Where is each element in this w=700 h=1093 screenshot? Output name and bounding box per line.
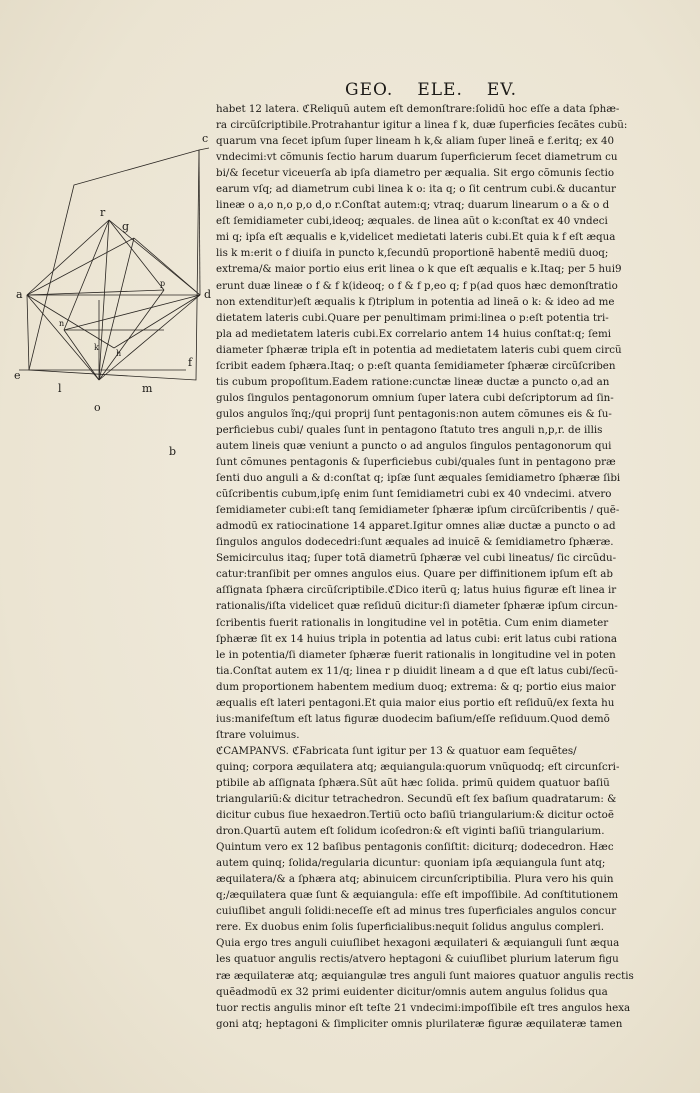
- label-o: o: [94, 401, 101, 414]
- text-line: autem quinq; ſolida/regularia dicuntur: quoniam ipſa æquiangula ſunt atq;: [216, 857, 606, 870]
- text-line: lineæ o a,o n,o p,o d,o r.Conſtat autem:q; vtraq; duarum linearum o a & o d: [216, 199, 610, 212]
- label-f: f: [188, 356, 193, 369]
- text-line: autem lineis quæ veniunt a puncto o ad angulos ſingulos pentagonorum qui: [216, 439, 612, 452]
- label-p: p: [160, 279, 166, 288]
- header-word-3: EV.: [486, 80, 517, 100]
- line-p-o: [99, 290, 164, 380]
- label-e: e: [14, 369, 21, 382]
- text-line: ſemidiameter cubi:eſt tanq ſemidiameter ſphæræ ipſum circũſcribentis / quẽ-: [216, 504, 620, 517]
- text-line: cũſcribentis cubum,ipſę enim ſunt ſemidiametri cubi ex 40 vndecimi. atvero: [216, 488, 612, 501]
- label-l: l: [58, 382, 62, 395]
- text-line: dron.Quartũ autem eſt ſolidum icoſedron:& eſt viginti baſiũ triangularium.: [216, 825, 605, 838]
- text-line: les quatuor angulis rectis/atvero heptagoni & cuiuſlibet plurium laterum figu: [216, 953, 619, 966]
- text-line: ℭCAMPANVS. ℭFabricata ſunt igitur per 13 & quatuor eam ſequẽtes/: [216, 744, 577, 757]
- text-line: ſenti duo anguli a & d:conſtat q; ipſæ ſunt æquales ſemidiametro ſphæræ ſibi: [216, 472, 621, 485]
- text-line: quẽadmodũ ex 32 primi euidenter dicitur/omnis autem angulus ſolidus qua: [216, 985, 608, 998]
- text-line: dicitur cubus ſiue hexaedron.Tertiũ octo baſiũ triangularium:& dicitur octoẽ: [216, 809, 614, 822]
- running-header: [345, 80, 645, 100]
- text-line: goni atq; heptagoni & ſimpliciter omnis plurilateræ figuræ æquilateræ tamen: [216, 1017, 623, 1030]
- line-a-h: [27, 295, 114, 348]
- text-line: dietatem lateris cubi.Quare per penultimam primi:linea o p:eſt potentia tri-: [216, 311, 609, 324]
- text-line: Semicirculus itaq; ſuper totã diametrũ ſphæræ vel cubi lineatus/ ſic circũdu-: [216, 552, 617, 565]
- line-d-h: [114, 295, 200, 348]
- text-line: diameter ſphæræ tripla eſt in potentia ad medietatem lateris cubi quem circũ: [216, 343, 622, 356]
- label-n: n: [59, 319, 65, 328]
- text-line: le in potentia/ſi diameter ſphæræ fuerit rationalis in longitudine vel in poten: [216, 648, 616, 661]
- text-line: catur:tranſibit per omnes angulos eius. Quare per diffinitionem ipſum eſt ab: [216, 568, 613, 581]
- text-line: aſſignata ſphæra circũſcriptibile.ℭDico iterũ q; latus huius figuræ eſt linea ir: [216, 584, 617, 597]
- text-line: tis cubum propoſitum.Eadem ratione:cunctæ lineæ ductæ a puncto o,ad an: [216, 375, 610, 388]
- header-word-1: GEO.: [345, 80, 394, 100]
- header-word-2: ELE.: [417, 80, 463, 100]
- text-line: ſunt cõmunes pentagonis & ſuperficiebus cubi/quales ſunt in pentagono præ: [216, 456, 616, 469]
- text-line: ſcribentis fuerit rationalis in longitudine vel in potẽtia. Cum enim diameter: [216, 616, 609, 629]
- text-line: tuor rectis angulis minor eſt teſte 21 vndecimi:impoſſibile eſt tres angulos hexa: [216, 1001, 631, 1014]
- text-line: ſingulos angulos dodecedri:ſunt æquales ad inuicẽ & ſemidiametro ſphæræ.: [216, 536, 614, 549]
- line-d-g: [134, 238, 200, 295]
- text-line: vndecimi:vt cõmunis ſectio harum duarum ſuperficierum ſecet diametrum cu: [216, 151, 618, 164]
- text-line: erunt duæ lineæ o f & f k(ideoq; o f & f p,eo q; f p(ad quos hæc demonſtratio: [216, 279, 618, 292]
- label-a: a: [16, 288, 23, 301]
- text-line: gulos ſingulos pentagonorum omnium ſuper latera cubi deſcriptorum ad ſin-: [216, 391, 614, 404]
- text-line: rationalis/iſta videlicet quæ reſiduũ dicitur:ſi diameter ſphæræ ipſum circun-: [216, 600, 618, 613]
- line-r-n: [64, 220, 109, 330]
- text-line: bi/& ſecetur viceuerſa ab ipſa diametro per æqualia. Sit ergo cõmunis ſectio: [216, 167, 615, 180]
- text-line: non extenditur)eſt æqualis k f)triplum in potentia ad lineã o k: & ideo ad me: [216, 295, 615, 308]
- text-line: dum proportionem habentem medium duoq; extrema: & q; portio eius maior: [216, 680, 616, 693]
- label-g: g: [122, 220, 130, 233]
- text-line: æquilatera/& a ſphæra atq; abinuicem circunſcriptibilia. Plura vero his quin: [216, 873, 614, 886]
- text-line: eſt ſemidiameter cubi,ideoq; æquales. de linea aũt o k:conſtat ex 40 vndeci: [216, 215, 608, 228]
- geometric-figure: [14, 130, 214, 460]
- line-g-o: [99, 238, 134, 380]
- pointer-c: [199, 148, 209, 150]
- label-k: k: [94, 343, 99, 352]
- label-d: d: [204, 288, 212, 301]
- cube-outline: [29, 150, 199, 380]
- label-b: b: [169, 445, 177, 458]
- dodecahedron-cube-diagram: [14, 130, 214, 460]
- text-line: quarum vna ſecet ipſum ſuper lineam h k,& aliam ſuper lineã e f.eritq; ex 40: [216, 135, 615, 148]
- text-line: ptibile ab aſſignata ſphæra.Sũt aũt hæc ſolida. primũ quidem quatuor baſiũ: [216, 776, 610, 789]
- text-line: tia.Conſtat autem ex 11/q; linea r p diuidit lineam a d que eſt latus cubi/ſecũ-: [216, 664, 619, 677]
- text-line: rere. Ex duobus enim ſolis ſuperficialibus:nequit ſolidus angulus compleri.: [216, 921, 604, 934]
- text-line: æqualis eſt lateri pentagoni.Et quia maior eius portio eſt reſiduũ/ex ſexta hu: [216, 696, 615, 709]
- text-line: Quia ergo tres anguli cuiuſlibet hexagoni æquilateri & æquianguli ſunt æqua: [216, 937, 620, 950]
- text-line: pla ad medietatem lateris cubi.Ex correlario antem 14 huius conſtat:q; ſemi: [216, 327, 612, 340]
- text-line: ius:manifeſtum eſt latus figuræ duodecim baſium/eſſe reſiduum.Quod demõ: [216, 712, 610, 725]
- text-line: admodũ ex ratiocinatione 14 apparet.Igitur omnes aliæ ductæ a puncto o ad: [216, 520, 616, 533]
- label-m: m: [142, 382, 153, 395]
- text-line: earum vſq; ad diametrum cubi linea k o: ita q; o ſit centrum cubi.& ducantur: [216, 183, 616, 196]
- label-c: c: [202, 132, 209, 145]
- text-line: cuiuſlibet anguli ſolidi:neceſſe eſt ad minus tres ſuperficiales angulos concur: [216, 905, 617, 918]
- label-r: r: [100, 206, 106, 219]
- edge-left: [27, 295, 29, 370]
- text-line: extrema/& maior portio eius erit linea o k que eſt æqualis e k.Itaq; per 5 hui9: [216, 263, 622, 276]
- text-line: mi q; ipſa eſt æqualis e k,videlicet medietati lateris cubi.Et quia k f eſt æqua: [216, 231, 616, 244]
- text-line: triangulariũ:& dicitur tetrachedron. Secundũ eſt ſex baſium quadratarum: &: [216, 793, 617, 806]
- text-line: gulos angulos ĩnq;/qui proprij ſunt pentagonis:non autem cõmunes eis & ſu-: [216, 407, 612, 420]
- text-line: lis k m:erit o f diuiſa in puncto k,ſecundũ proportionẽ habentẽ mediũ duoq;: [216, 247, 609, 260]
- text-line: quinq; corpora æquilatera atq; æquiangula:quorum vnũquodq; eſt circunſcri-: [216, 760, 620, 773]
- line-r-p: [109, 220, 164, 290]
- text-line: ſtrare voluimus.: [216, 728, 300, 741]
- text-line: Quintum vero ex 12 baſibus pentagonis conſiſtit: diciturq; dodecedron. Hæc: [216, 841, 614, 854]
- body-text: [216, 101, 644, 1032]
- edge-right: [199, 150, 200, 295]
- text-line: ræ æquilateræ atq; æquiangulæ tres anguli ſunt maiores quatuor angulis rectis: [216, 969, 634, 982]
- text-line: perficiebus cubi/ quales ſunt in pentagono ſtatuto tres anguli n,p,r. de illis: [216, 423, 603, 436]
- text-line: ſphæræ ſit ex 14 huius tripla in potentia ad latus cubi: erit latus cubi rationa: [216, 632, 618, 645]
- text-line: ſcribit eadem ſphæra.Itaq; o p:eſt quanta ſemidiameter ſphæræ circũſcriben: [216, 359, 616, 372]
- text-line: ra circũſcriptibile.Protrahantur igitur a linea f k, duæ ſuperficies ſecãtes cubũ:: [216, 119, 628, 132]
- line-r-o: [99, 220, 109, 380]
- label-h: h: [116, 349, 122, 358]
- text-line: habet 12 latera. ℭReliquũ autem eſt demonſtrare:ſolidũ hoc eſſe a data ſphæ-: [216, 103, 620, 115]
- text-line: q;/æquilatera quæ ſunt & æquiangula: eſſe eſt impoſſibile. Ad conſtitutionem: [216, 889, 619, 902]
- line-a-o: [27, 295, 99, 380]
